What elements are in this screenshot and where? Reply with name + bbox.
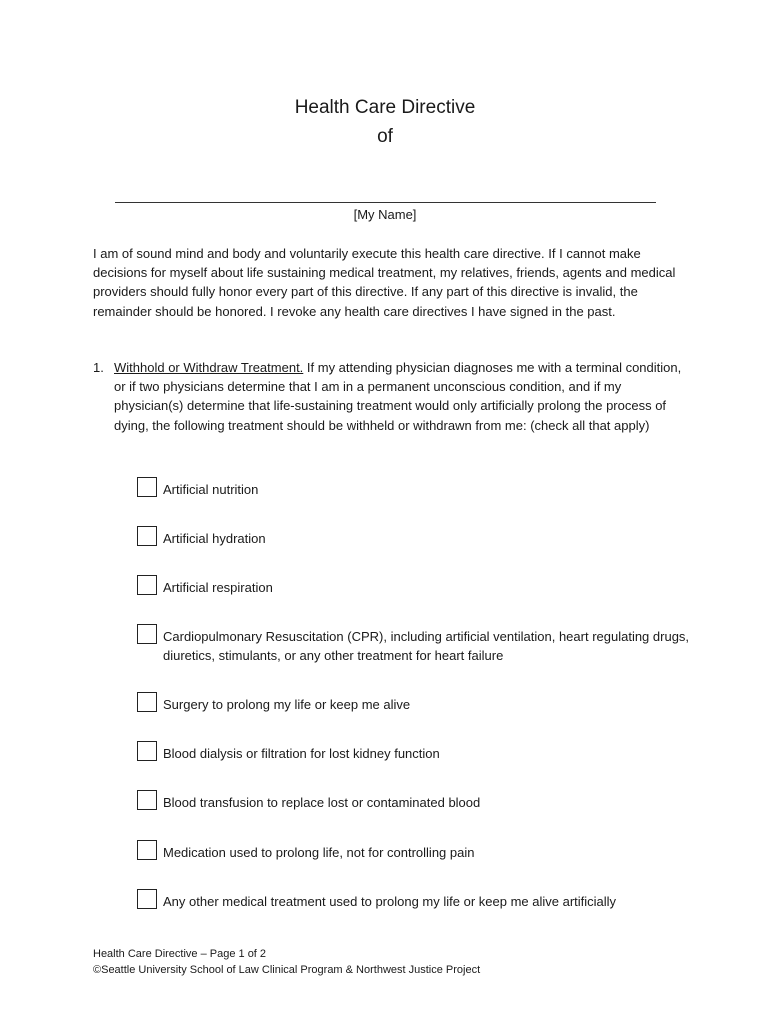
checkbox[interactable] [137,575,157,595]
section-text: If my attending physician diagnoses me with a terminal condition, or if two physicians determine that I am in a permanent unconscious condition, and if my physician(s) determine that life-sustaining treatment would only artificially prolong the process of dying, the following treatment should be withheld or withdrawn from me: (check all that apply) [114,360,682,433]
section-number: 1. [93,360,104,375]
section-withhold-treatment [114,358,692,435]
document-title-of: of [377,126,393,147]
checkbox[interactable] [137,889,157,909]
intro-paragraph: I am of sound mind and body and voluntarily execute this health care directive. If I cannot make decisions for myself about life sustaining medical treatment, my relatives, friends, agents and medical providers should fully honor every part of this directive. If any part of this directive is invalid, the remainder should be honored. I revoke any health care directives I have signed in the past. [93,246,676,319]
option-label: Artificial hydration [163,531,266,546]
checkbox[interactable] [137,526,157,546]
option-label: Blood dialysis or filtration for lost kidney function [163,746,440,761]
checkbox[interactable] [137,840,157,860]
name-label: [My Name] [353,207,417,222]
option-label: Artificial nutrition [163,482,259,497]
name-signature-line[interactable] [115,202,656,203]
checkbox[interactable] [137,790,157,810]
option-label: Cardiopulmonary Resuscitation (CPR), including artificial ventilation, heart regulating drugs, diuretics, stimulants, or any other treatment for heart failure [163,629,690,663]
footer-page-info: Health Care Directive – Page 1 of 2 [93,948,267,960]
footer-copyright: ©Seattle University School of Law Clinical Program & Northwest Justice Project [93,964,481,976]
checkbox[interactable] [137,692,157,712]
option-label: Artificial respiration [163,580,273,595]
option-label: Surgery to prolong my life or keep me alive [163,697,411,712]
checkbox[interactable] [137,477,157,497]
document-title: Health Care Directive [294,97,476,118]
checkbox[interactable] [137,624,157,644]
option-label: Medication used to prolong life, not for controlling pain [163,845,475,860]
section-title: Withhold or Withdraw Treatment. [114,360,304,375]
option-label: Blood transfusion to replace lost or contaminated blood [163,795,481,810]
option-label: Any other medical treatment used to prolong my life or keep me alive artificially [163,894,617,909]
checkbox[interactable] [137,741,157,761]
